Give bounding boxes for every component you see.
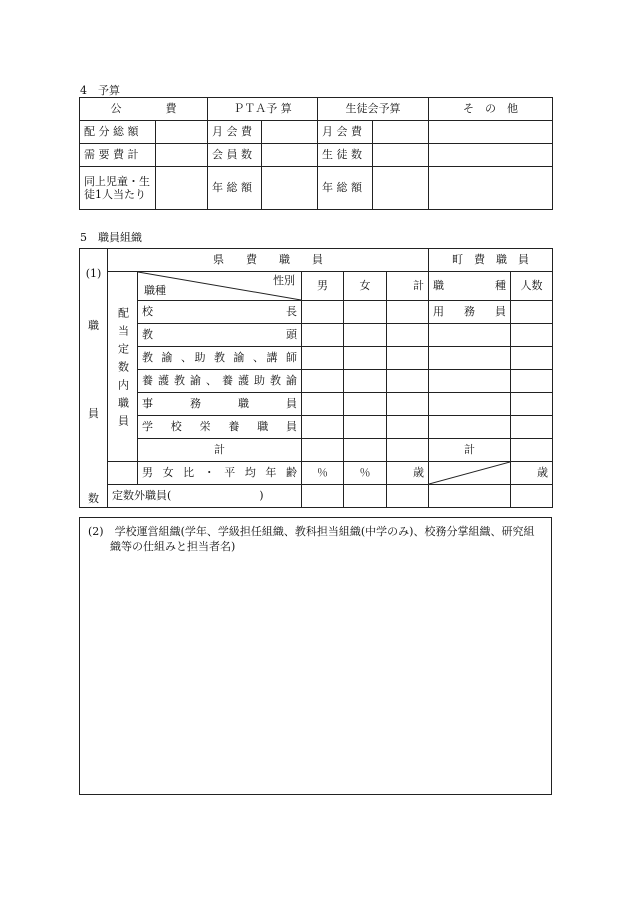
section5-title: 5 職員組織 <box>80 231 142 244</box>
budget-cell <box>429 121 553 144</box>
haito-label: 配当定数内職員 <box>116 306 130 433</box>
school-org-text: (2) 学校運営組織(学年、学級担任組織、教科担当組織(中学のみ)、校務分掌組織、研究組織等の仕組みと担当者名) <box>88 525 535 553</box>
staff-cell <box>302 301 344 324</box>
budget-row-label: 年 総 額 <box>318 167 373 210</box>
staff-cell <box>344 393 387 416</box>
staff-cell <box>344 416 387 439</box>
diag-top-label: 性別 <box>273 274 295 287</box>
staff-side-char: 員 <box>88 407 99 420</box>
staff-cell <box>511 301 553 324</box>
budget-row-label: 配 分 総 額 <box>80 121 156 144</box>
staff-side-column <box>80 249 108 508</box>
staff-cell <box>387 416 429 439</box>
staff-cell <box>511 485 553 508</box>
staff-cell <box>429 370 511 393</box>
machi-total-label: 計 <box>429 439 511 462</box>
staff-side-char: 職 <box>88 319 99 332</box>
budget-row-label: 会 員 数 <box>208 144 262 167</box>
col-male: 男 <box>302 272 344 301</box>
diagonal-header-cell <box>138 272 302 301</box>
staff-cell <box>387 347 429 370</box>
col-shokushu: 職 種 <box>429 272 511 301</box>
col-ninzu: 人数 <box>511 272 553 301</box>
staff-side-num: (1) <box>85 267 102 280</box>
staff-cell <box>302 416 344 439</box>
budget-cell <box>156 167 208 210</box>
budget-cell <box>429 144 553 167</box>
budget-cell <box>262 144 318 167</box>
staff-side-char: 数 <box>88 492 99 505</box>
budget-row-label: 月 会 費 <box>318 121 373 144</box>
budget-cell <box>373 121 429 144</box>
staff-cell <box>302 347 344 370</box>
staff-cell <box>344 485 387 508</box>
staff-cell <box>387 324 429 347</box>
diag-bottom-label: 職種 <box>144 284 166 297</box>
section4-title: 4 予算 <box>80 84 120 97</box>
role-label: 教 諭 、助 教 諭 、講 師 <box>138 347 302 370</box>
budget-header-seitokai: 生徒会予算 <box>318 98 429 121</box>
role-label: 教 頭 <box>138 324 302 347</box>
staff-cell <box>511 393 553 416</box>
school-org-box <box>79 517 552 795</box>
staff-cell <box>344 301 387 324</box>
machi-role-label: 用 務 員 <box>429 301 511 324</box>
budget-cell <box>156 121 208 144</box>
role-label: 学 校 栄 養 職 員 <box>138 416 302 439</box>
staff-cell <box>511 324 553 347</box>
staff-cell <box>302 485 344 508</box>
budget-table <box>79 97 553 210</box>
avg-age-unit: 歳 <box>387 462 429 485</box>
staff-cell <box>511 370 553 393</box>
staff-table <box>79 248 553 508</box>
staff-cell <box>344 324 387 347</box>
staff-cell <box>511 439 553 462</box>
staff-cell <box>429 485 511 508</box>
budget-row-label: 年 総 額 <box>208 167 262 210</box>
staff-cell <box>344 370 387 393</box>
budget-row-label: 生 徒 数 <box>318 144 373 167</box>
male-ratio-unit: ％ <box>302 462 344 485</box>
role-label: 養護教諭、養護助教諭 <box>138 370 302 393</box>
staff-cell <box>511 347 553 370</box>
haito-label-cell <box>108 301 138 462</box>
total-label: 計 <box>138 439 302 462</box>
budget-cell <box>373 167 429 210</box>
budget-header-other: そ の 他 <box>429 98 553 121</box>
staff-cell <box>429 324 511 347</box>
staff-cell <box>302 439 344 462</box>
budget-cell <box>262 121 318 144</box>
budget-cell <box>373 144 429 167</box>
ratio-label: 男 女 比 ・ 平 均 年 齢 <box>138 462 302 485</box>
budget-cell <box>262 167 318 210</box>
staff-cell <box>387 485 429 508</box>
staff-cell <box>344 347 387 370</box>
staff-blank-cell <box>108 462 138 485</box>
machi-age-unit: 歳 <box>511 462 553 485</box>
machi-staff-header: 町 費 職 員 <box>429 249 553 272</box>
col-total: 計 <box>387 272 429 301</box>
ken-staff-header: 県 費 職 員 <box>108 249 429 272</box>
staff-cell <box>511 416 553 439</box>
budget-header-pta: ＰＴＡ予 算 <box>208 98 318 121</box>
role-label: 事 務 職 員 <box>138 393 302 416</box>
staff-cell <box>429 416 511 439</box>
outside-staff-label: 定数外職員( ) <box>108 485 302 508</box>
col-female: 女 <box>344 272 387 301</box>
machi-diagonal-cell <box>429 462 511 485</box>
budget-row-label: 月 会 費 <box>208 121 262 144</box>
staff-cell <box>302 370 344 393</box>
staff-cell <box>429 393 511 416</box>
budget-cell <box>156 144 208 167</box>
staff-cell <box>387 301 429 324</box>
female-ratio-unit: ％ <box>344 462 387 485</box>
budget-row-label: 需 要 費 計 <box>80 144 156 167</box>
budget-header-kouhi: 公 費 <box>80 98 208 121</box>
staff-cell <box>344 439 387 462</box>
budget-row-label: 同上児童・生徒1人当たり <box>80 167 156 210</box>
staff-cell <box>387 393 429 416</box>
budget-cell <box>429 167 553 210</box>
staff-cell <box>302 324 344 347</box>
staff-blank-cell <box>108 272 138 301</box>
staff-cell <box>387 370 429 393</box>
staff-cell <box>429 347 511 370</box>
diagonal-line <box>429 462 510 484</box>
role-label: 校 長 <box>138 301 302 324</box>
staff-cell <box>387 439 429 462</box>
staff-cell <box>302 393 344 416</box>
